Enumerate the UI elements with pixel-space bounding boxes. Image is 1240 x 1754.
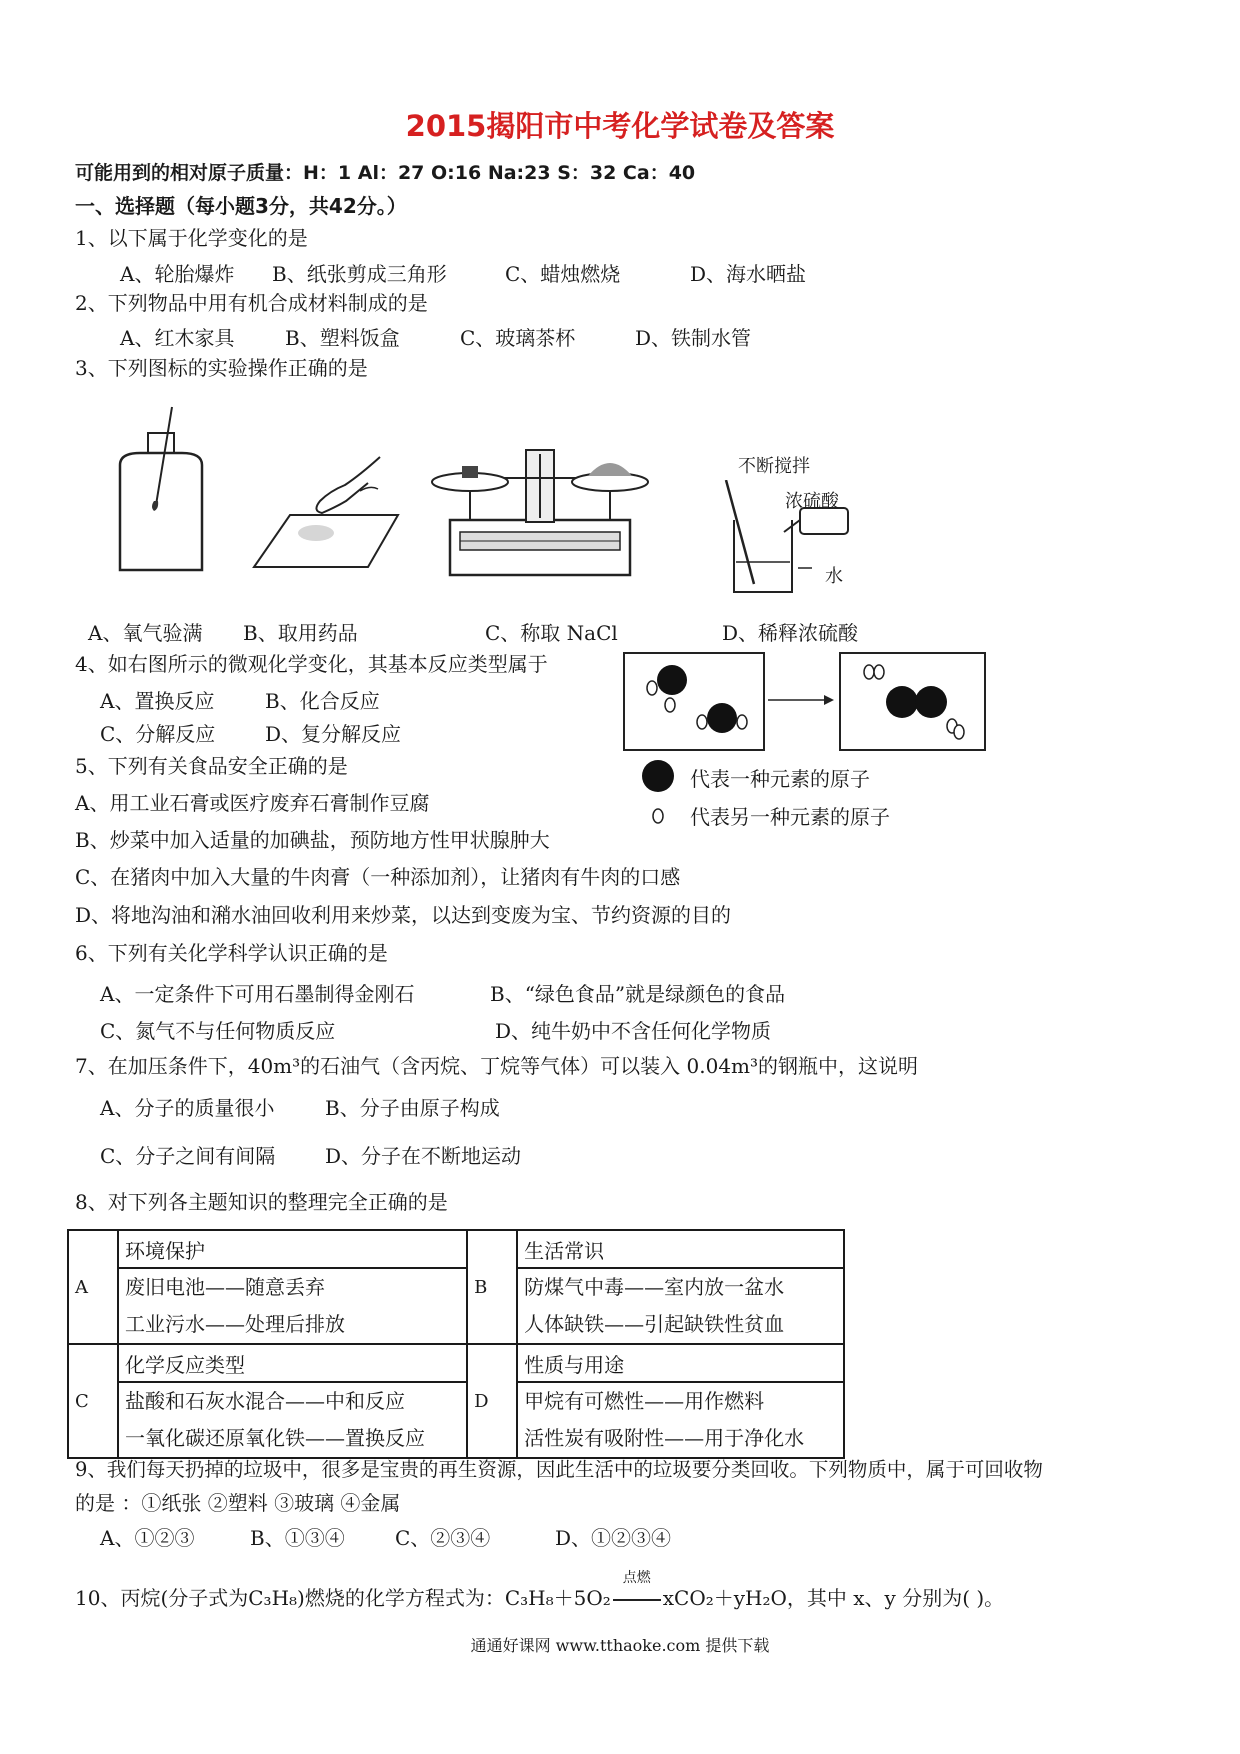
table-line: 防煤气中毒——室内放一盆水 bbox=[524, 1275, 785, 1299]
q6-option-c: C、氮气不与任何物质反应 bbox=[100, 1019, 336, 1043]
q6-stem: 6、下列有关化学科学认识正确的是 bbox=[75, 941, 388, 965]
q3-stem: 3、下列图标的实验操作正确的是 bbox=[75, 356, 368, 380]
q4-option-c: C、分解反应 bbox=[100, 722, 216, 746]
table-line: 甲烷有可燃性——用作燃料 bbox=[524, 1389, 765, 1413]
oxygen-bottle-illustration bbox=[110, 405, 210, 580]
table-line: 一氧化碳还原氧化铁——置换反应 bbox=[125, 1426, 425, 1450]
q3-option-a: A、氧气验满 bbox=[88, 621, 203, 645]
q9-option-a: A、①②③ bbox=[100, 1526, 195, 1550]
page-footer: 通通好课网 www.tthaoke.com 提供下载 bbox=[470, 1636, 770, 1655]
q7-option-b: B、分子由原子构成 bbox=[325, 1096, 500, 1120]
table-line: 废旧电池——随意丢弃 bbox=[125, 1275, 325, 1299]
q10-text-pre: 10、丙烷(分子式为C₃H₈)燃烧的化学方程式为：C₃H₈＋5O₂ bbox=[75, 1586, 611, 1610]
page-title: 2015揭阳市中考化学试卷及答案 bbox=[405, 109, 835, 143]
q2-option-c: C、玻璃茶杯 bbox=[460, 326, 576, 350]
q9-stem-line2: 的是 ：①纸张 ②塑料 ③玻璃 ④金属 bbox=[75, 1491, 401, 1515]
balance-scale-illustration bbox=[430, 440, 650, 590]
q9-option-c: C、②③④ bbox=[395, 1526, 491, 1550]
table-cell-letter: B bbox=[467, 1230, 517, 1344]
q4-option-a: A、置换反应 bbox=[100, 689, 215, 713]
q6-option-a: A、一定条件下可用石墨制得金刚石 bbox=[100, 982, 415, 1006]
q4-option-d: D、复分解反应 bbox=[265, 722, 402, 746]
fig-label-stir: 不断搅拌 bbox=[738, 456, 810, 477]
q3-option-d: D、稀释浓硫酸 bbox=[722, 621, 859, 645]
fig-label-water: 水 bbox=[825, 566, 843, 587]
q7-option-c: C、分子之间有间隔 bbox=[100, 1144, 276, 1168]
table-cell-letter: A bbox=[68, 1230, 118, 1344]
hand-taking-powder-illustration bbox=[250, 455, 400, 570]
table-cell-letter: C bbox=[68, 1344, 118, 1458]
legend-white-atom: 代表另一种元素的原子 bbox=[690, 805, 890, 829]
table-cell-content bbox=[517, 1268, 844, 1344]
reaction-condition: 点燃 bbox=[622, 1570, 651, 1586]
table-cell-content bbox=[118, 1382, 467, 1458]
table-cell-topic: 化学反应类型 bbox=[118, 1344, 467, 1382]
q5-option-d: D、将地沟油和潲水油回收利用来炒菜，以达到变废为宝、节约资源的目的 bbox=[75, 903, 732, 927]
q10-text-post: xCO₂＋yH₂O，其中 x、y 分别为( )。 bbox=[662, 1586, 1005, 1610]
q7-option-a: A、分子的质量很小 bbox=[100, 1096, 275, 1120]
q6-option-b: B、“绿色食品”就是绿颜色的食品 bbox=[490, 982, 786, 1006]
table-cell-topic: 生活常识 bbox=[517, 1230, 844, 1268]
atomic-mass-line: 可能用到的相对原子质量：H：1 Al：27 O:16 Na:23 S：32 Ca：40 bbox=[75, 162, 696, 184]
reaction-arrow bbox=[611, 1570, 663, 1611]
q2-stem: 2、下列物品中用有机合成材料制成的是 bbox=[75, 291, 428, 315]
q6-option-d: D、纯牛奶中不含任何化学物质 bbox=[495, 1019, 772, 1043]
q1-option-c: C、蜡烛燃烧 bbox=[505, 262, 621, 286]
section-heading: 一、选择题（每小题3分，共42分。） bbox=[75, 194, 407, 218]
q7-stem: 7、在加压条件下，40m³的石油气（含丙烷、丁烷等气体）可以装入 0.04m³的钢瓶中，这说明 bbox=[75, 1054, 919, 1078]
q9-option-b: B、①③④ bbox=[250, 1526, 345, 1550]
q9-option-d: D、①②③④ bbox=[555, 1526, 672, 1550]
knowledge-table bbox=[67, 1229, 845, 1459]
q1-option-b: B、纸张剪成三角形 bbox=[272, 262, 447, 286]
legend-symbols bbox=[640, 760, 680, 840]
q4-stem: 4、如右图所示的微观化学变化，其基本反应类型属于 bbox=[75, 652, 548, 676]
table-cell-letter: D bbox=[467, 1344, 517, 1458]
q5-stem: 5、下列有关食品安全正确的是 bbox=[75, 754, 348, 778]
q1-option-d: D、海水晒盐 bbox=[690, 262, 807, 286]
table-line: 人体缺铁——引起缺铁性贫血 bbox=[524, 1312, 785, 1336]
q7-option-d: D、分子在不断地运动 bbox=[325, 1144, 522, 1168]
legend-black-atom: 代表一种元素的原子 bbox=[690, 767, 870, 791]
q10-equation bbox=[75, 1570, 1005, 1611]
q1-stem: 1、以下属于化学变化的是 bbox=[75, 226, 308, 250]
table-cell-topic: 性质与用途 bbox=[517, 1344, 844, 1382]
q5-option-c: C、在猪肉中加入大量的牛肉膏（一种添加剂），让猪肉有牛肉的口感 bbox=[75, 865, 681, 889]
q2-option-b: B、塑料饭盒 bbox=[285, 326, 400, 350]
fig-label-acid: 浓硫酸 bbox=[785, 491, 839, 512]
q5-option-a: A、用工业石膏或医疗废弃石膏制作豆腐 bbox=[75, 791, 430, 815]
q5-option-b: B、炒菜中加入适量的加碘盐，预防地方性甲状腺肿大 bbox=[75, 828, 550, 852]
molecule-reaction-diagram bbox=[622, 650, 992, 755]
q9-stem-line1: 9、我们每天扔掉的垃圾中，很多是宝贵的再生资源，因此生活中的垃圾要分类回收。下列物质中，属于可回收物 bbox=[75, 1458, 1043, 1481]
table-line: 工业污水——处理后排放 bbox=[125, 1312, 345, 1336]
q8-stem: 8、对下列各主题知识的整理完全正确的是 bbox=[75, 1190, 448, 1214]
q2-option-a: A、红木家具 bbox=[120, 326, 235, 350]
table-cell-content bbox=[118, 1268, 467, 1344]
table-cell-content bbox=[517, 1382, 844, 1458]
q1-option-a: A、轮胎爆炸 bbox=[120, 262, 235, 286]
q2-option-d: D、铁制水管 bbox=[635, 326, 752, 350]
table-line: 活性炭有吸附性——用于净化水 bbox=[524, 1426, 805, 1450]
q4-option-b: B、化合反应 bbox=[265, 689, 380, 713]
table-cell-topic: 环境保护 bbox=[118, 1230, 467, 1268]
table-line: 盐酸和石灰水混合——中和反应 bbox=[125, 1389, 405, 1413]
q3-option-c: C、称取 NaCl bbox=[485, 621, 618, 645]
q3-option-b: B、取用药品 bbox=[243, 621, 358, 645]
